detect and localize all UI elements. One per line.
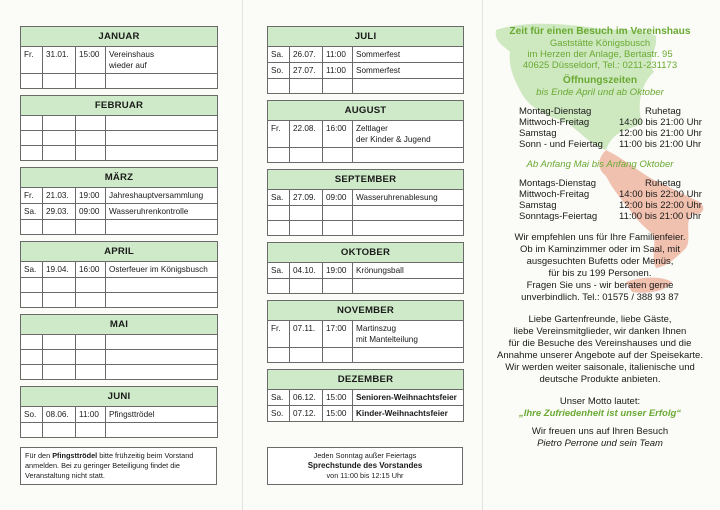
empty-cell [106,293,218,308]
event-row [268,121,464,148]
empty-cell [43,365,76,380]
month-header-row [21,96,218,116]
event-row [21,262,218,278]
family-paragraph [487,232,713,304]
family-line: unverbindlich. Tel.: 01575 / 388 93 87 [521,292,679,303]
empty-cell [268,221,290,236]
family-line: Fragen Sie uns - wir beraten gerne [526,280,674,291]
month-name: JUNI [21,387,218,407]
gap-cell [21,380,218,387]
empty-cell [106,116,218,131]
address-line-1: Gaststätte Königsbusch [549,38,651,49]
month-name: JULI [268,27,464,47]
empty-cell [76,220,106,235]
event-row [21,47,218,74]
empty-cell [106,365,218,380]
event-time: 16:00 [76,262,106,278]
period2-hours [519,178,713,222]
hours-day: Mittwoch-Freitag [519,189,590,200]
hours-time: 12:00 bis 21:00 Uhr [619,128,702,139]
empty-cell [43,278,76,293]
empty-cell [43,116,76,131]
address-line-3: 40625 Düsseldorf, Tel.: 0211-231173 [522,60,678,71]
empty-cell [106,220,218,235]
event-time: 19:00 [323,263,353,279]
event-day: So. [268,63,290,79]
event-title: Sommerfest [353,47,464,63]
month-header-row [21,387,218,407]
month-gap [268,236,464,243]
event-row [21,204,218,220]
hours-day: Montags-Dienstag [519,178,597,189]
empty-cell [76,146,106,161]
gap-cell [268,363,464,370]
month-name: NOVEMBER [268,301,464,321]
note-text-pre: Für den [25,451,53,460]
empty-cell [290,79,323,94]
event-day: Fr. [268,321,290,348]
empty-cell [76,293,106,308]
period1-hours [519,106,713,150]
month-gap [21,235,218,242]
event-title: Sommerfest [353,63,464,79]
calendar-second-half [267,26,464,422]
event-title: Jahreshauptversammlung [106,188,218,204]
empty-cell [268,79,290,94]
empty-cell [21,131,43,146]
motto: „Ihre Zufriedenheit ist unser Erfolg“ [518,408,682,419]
month-gap [21,89,218,96]
empty-cell [106,131,218,146]
event-time: 15:00 [323,406,353,422]
empty-row [268,221,464,236]
month-gap [21,380,218,387]
empty-cell [76,116,106,131]
empty-cell [43,74,76,89]
event-row [268,263,464,279]
office-hours-line3: von 11:00 bis 12:15 Uhr [326,471,404,480]
empty-cell [43,146,76,161]
motto-label: Unser Motto lautet: [559,396,641,407]
event-title: Osterfeuer im Königsbusch [106,262,218,278]
event-title: Martinszug mit Mantelteilung [353,321,464,348]
empty-cell [76,423,106,438]
event-day: Fr. [21,188,43,204]
month-name: FEBRUAR [21,96,218,116]
event-day: So. [21,407,43,423]
event-date: 07.11. [290,321,323,348]
family-line: Ob im Kaminzimmer oder im Saal, mit [520,244,680,255]
empty-row [268,279,464,294]
empty-cell [268,206,290,221]
event-date: 19.04. [43,262,76,278]
event-title: Kinder-Weihnachtsfeier [353,406,464,422]
empty-cell [353,148,464,163]
month-name: SEPTEMBER [268,170,464,190]
event-day: So. [268,406,290,422]
info-panel [487,26,713,450]
month-gap [268,94,464,101]
empty-cell [76,74,106,89]
signature: Pietro Perrone und sein Team [537,438,663,449]
gap-cell [21,308,218,315]
event-time: 15:00 [323,390,353,406]
empty-row [21,220,218,235]
empty-row [21,350,218,365]
empty-cell [43,335,76,350]
empty-row [21,116,218,131]
hours-time: 11:00 bis 21:00 Uhr [619,139,702,150]
hours-time: 14:00 bis 21:00 Uhr [619,117,702,128]
empty-cell [353,348,464,363]
empty-cell [268,348,290,363]
event-day: Sa. [268,390,290,406]
empty-cell [290,348,323,363]
month-header-row [21,242,218,262]
hours-day: Samstag [519,128,557,139]
empty-row [21,131,218,146]
month-gap [268,294,464,301]
empty-cell [323,221,353,236]
empty-cell [106,423,218,438]
event-time: 11:00 [76,407,106,423]
month-header-row [268,301,464,321]
event-day: Sa. [21,204,43,220]
empty-row [268,79,464,94]
fold-line-2 [482,0,483,510]
event-day: Fr. [21,47,43,74]
gap-cell [21,161,218,168]
event-time: 19:00 [76,188,106,204]
event-date: 26.07. [290,47,323,63]
calendar-first-half [20,26,218,438]
month-header-row [21,168,218,188]
event-row [268,47,464,63]
month-name: MÄRZ [21,168,218,188]
event-day: Fr. [268,121,290,148]
empty-row [268,348,464,363]
event-time: 15:00 [76,47,106,74]
empty-cell [43,293,76,308]
gap-cell [268,236,464,243]
event-title: Wasseruhrenkontrolle [106,204,218,220]
empty-cell [268,148,290,163]
garden-line: Annahme unserer Angebote auf der Speisekarte. [497,350,703,361]
event-date: 27.07. [290,63,323,79]
hours-day: Sonntags-Feiertag [519,211,598,222]
empty-cell [106,350,218,365]
empty-cell [76,278,106,293]
empty-cell [290,279,323,294]
event-date: 06.12. [290,390,323,406]
empty-cell [353,79,464,94]
event-date: 22.08. [290,121,323,148]
pfingsttroedel-note [20,447,217,485]
hours-time: Ruhetag [645,178,681,189]
empty-cell [43,350,76,365]
empty-cell [21,293,43,308]
empty-row [21,293,218,308]
empty-row [268,206,464,221]
event-date: 08.06. [43,407,76,423]
closing-line: Wir freuen uns auf Ihren Besuch [531,426,669,437]
event-row [268,390,464,406]
hours-time: 14:00 bis 22:00 Uhr [619,189,702,200]
month-header-row [268,170,464,190]
event-row [268,190,464,206]
empty-cell [76,365,106,380]
event-row [268,63,464,79]
event-time: 11:00 [323,47,353,63]
empty-row [21,365,218,380]
garden-line: liebe Vereinsmitglieder, wir danken Ihnen [513,326,687,337]
empty-cell [323,79,353,94]
event-day: Sa. [268,47,290,63]
event-date: 31.01. [43,47,76,74]
empty-cell [268,279,290,294]
month-gap [268,363,464,370]
event-date: 04.10. [290,263,323,279]
office-hours-line2: Sprechstunde des Vorstandes [307,461,423,470]
opening-hours-title: Öffnungszeiten [562,75,638,86]
gap-cell [268,163,464,170]
empty-row [268,148,464,163]
event-time: 17:00 [323,321,353,348]
hours-day: Montag-Dienstag [519,106,592,117]
empty-cell [353,206,464,221]
empty-cell [290,148,323,163]
empty-cell [323,148,353,163]
empty-cell [21,220,43,235]
fold-line-1 [242,0,243,510]
empty-cell [76,335,106,350]
empty-cell [21,116,43,131]
empty-cell [21,146,43,161]
empty-row [21,146,218,161]
empty-cell [106,146,218,161]
event-row [268,406,464,422]
event-day: Sa. [268,263,290,279]
gap-cell [268,294,464,301]
event-time: 09:00 [76,204,106,220]
event-day: Sa. [21,262,43,278]
family-line: für bis zu 199 Personen. [548,268,652,279]
address-line-2: im Herzen der Anlage, Bertastr. 95 [527,49,673,60]
event-title: Wasseruhrenablesung [353,190,464,206]
event-day: Sa. [268,190,290,206]
garden-line: für die Besuche des Vereinshauses und die [508,338,692,349]
empty-cell [43,423,76,438]
empty-cell [106,74,218,89]
month-header-row [268,243,464,263]
empty-cell [21,74,43,89]
event-time: 09:00 [323,190,353,206]
event-date: 07.12. [290,406,323,422]
empty-cell [353,279,464,294]
hours-time: 11:00 bis 21:00 Uhr [619,211,702,222]
event-row [21,188,218,204]
office-hours-line1: Jeden Sonntag außer Feiertags [313,451,417,460]
empty-cell [323,348,353,363]
event-title: Krönungsball [353,263,464,279]
note-text-bold: Pfingsttrödel [52,451,98,460]
month-name: DEZEMBER [268,370,464,390]
month-header-row [21,315,218,335]
empty-cell [106,335,218,350]
empty-row [21,335,218,350]
empty-cell [106,278,218,293]
month-name: JANUAR [21,27,218,47]
event-date: 29.03. [43,204,76,220]
gap-cell [21,235,218,242]
note-text-post: bitte frühzeitig beim Vorstand anmelden. Bei zu geringer Beteiligung findet die Veranstaltung nicht statt. [25,451,194,480]
empty-cell [290,221,323,236]
empty-row [21,278,218,293]
empty-cell [21,365,43,380]
empty-cell [43,220,76,235]
period1-title: bis Ende April und ab Oktober [536,87,664,98]
hours-day: Samstag [519,200,557,211]
month-name: APRIL [21,242,218,262]
month-name: MAI [21,315,218,335]
visit-heading: Zeit für einen Besuch im Vereinshaus [509,26,691,37]
garden-line: Wir werden weiter saisonale, italienische und [505,362,695,373]
event-date: 21.03. [43,188,76,204]
period2-title: Ab Anfang Mai bis Anfang Oktober [526,159,674,170]
family-line: ausgesuchten Bufetts oder Menüs, [526,256,674,267]
empty-cell [353,221,464,236]
month-gap [268,163,464,170]
gap-cell [21,89,218,96]
office-hours-note [267,447,463,485]
event-title: Zeltlager der Kinder & Jugend [353,121,464,148]
garden-line: deutsche Produkte anbieten. [539,374,661,385]
event-date: 27.09. [290,190,323,206]
hours-day: Mittwoch-Freitag [519,117,590,128]
event-title: Senioren-Weihnachtsfeier [353,390,464,406]
hours-time: 12:00 bis 22:00 Uhr [619,200,702,211]
empty-cell [21,423,43,438]
family-line: Wir empfehlen uns für Ihre Familienfeier. [514,232,686,243]
empty-cell [76,131,106,146]
empty-cell [323,206,353,221]
event-time: 11:00 [323,63,353,79]
empty-cell [323,279,353,294]
empty-cell [76,350,106,365]
hours-time: Ruhetag [645,106,681,117]
month-header-row [268,27,464,47]
empty-cell [21,350,43,365]
event-row [268,321,464,348]
month-gap [21,308,218,315]
empty-cell [290,206,323,221]
event-title: Pfingsttrödel [106,407,218,423]
month-header-row [268,101,464,121]
month-header-row [268,370,464,390]
month-name: AUGUST [268,101,464,121]
empty-cell [21,335,43,350]
empty-cell [43,131,76,146]
empty-cell [21,278,43,293]
empty-row [21,74,218,89]
month-header-row [21,27,218,47]
hours-day: Sonn - und Feiertag [519,139,603,150]
garden-paragraph [487,314,713,386]
empty-row [21,423,218,438]
event-time: 16:00 [323,121,353,148]
gap-cell [268,94,464,101]
garden-line: Liebe Gartenfreunde, liebe Gäste, [528,314,672,325]
event-title: Vereinshaus wieder auf [106,47,218,74]
month-name: OKTOBER [268,243,464,263]
event-row [21,407,218,423]
month-gap [21,161,218,168]
